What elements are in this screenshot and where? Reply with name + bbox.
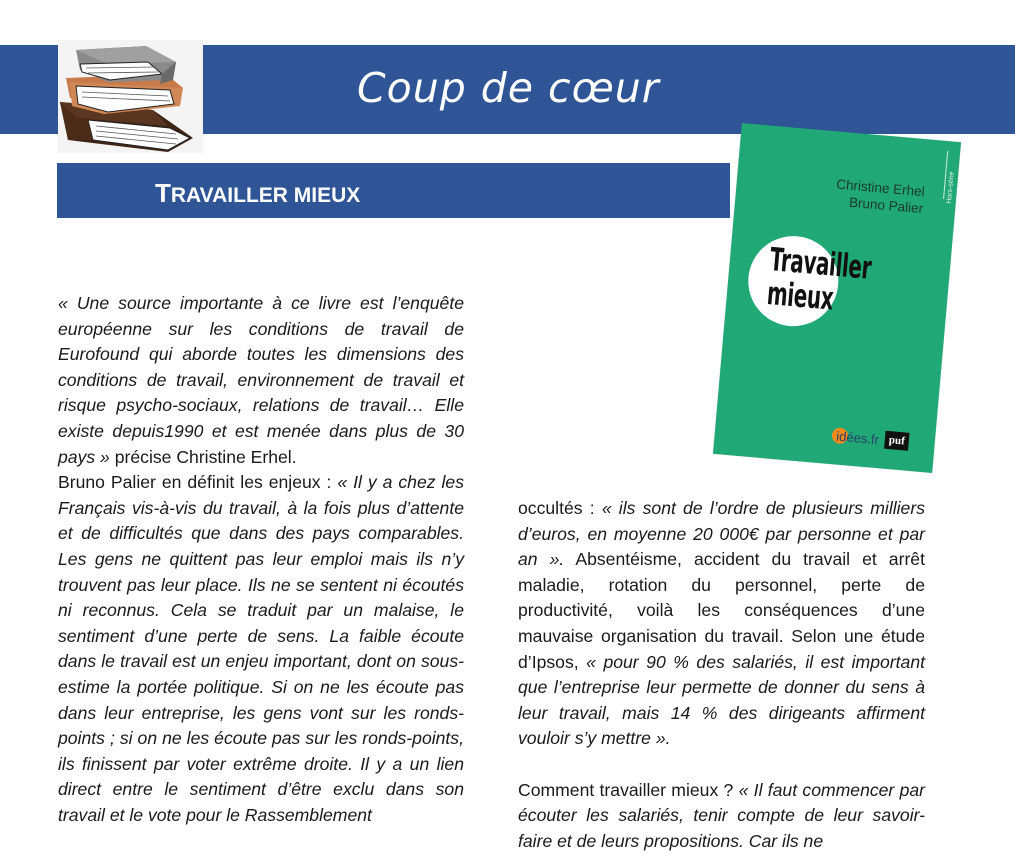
body-text: Bruno Palier en définit les enjeux : [58, 472, 338, 493]
cover-title-line-2: mieux [765, 273, 835, 318]
paragraph [518, 778, 925, 854]
cover-title [766, 242, 873, 319]
cover-authors [834, 176, 925, 218]
body-text: occultés : [518, 498, 602, 518]
quote-text: « pour 90 % des salariés, il est important que l’entreprise leur permette de donner du sens à leur travail, mais 14 % des dirigeants affirment vouloir s’y mettre ». [518, 651, 925, 749]
quote-text: « Il y a chez les Français vis-à-vis du travail, à la fois plus d’attente et de difficultés que dans des pays comparables. Les gens ne quittent pas leur emploi mais ils n’y trouvent pas leur place. Ils ne se sentent ni écoutés ni reconnus. Cela se traduit par un malaise, le sentiment d’une perte de sens. La faible écoute dans le travail est un enjeu important, dont on sous-estime la portée politique. Si on ne les écoute pas dans leur entreprise, les gens vont sur les ronds-points ; si on ne les écoute pas sur les ronds-points, ils finissent par voter extrême droite. Il y a un lien direct entre le sentiment d’être exclu dans son travail et le vote pour le Rassemblement [58, 472, 464, 825]
article-title-initial: T [155, 178, 171, 208]
cover-title-line-1: Travailler [768, 240, 873, 287]
idees-logo: idées.fr [834, 428, 880, 447]
quote-text: « ils sont de l’ordre de plusieurs milliers d’euros, en moyenne 20 000€ par personne et par an ». [518, 498, 925, 570]
body-column-right [518, 496, 925, 854]
article-title [155, 178, 360, 211]
book-cover-image [713, 123, 961, 473]
publisher-logos [834, 426, 910, 450]
attribution-text: précise Christine Erhel. [109, 446, 297, 467]
puf-logo: puf [884, 431, 909, 451]
body-column-left [58, 291, 464, 828]
paragraph [518, 496, 925, 752]
article-title-rest: RAVAILLER MIEUX [170, 184, 361, 207]
quote-text: « Il faut commencer par écouter les salariés, tenir compte de leur savoir-faire et de leurs propositions. Car ils ne [518, 779, 926, 851]
body-text: Absentéisme, accident du travail et arrêt maladie, rotation du personnel, perte de productivité, voilà les conséquences d’une mauvaise organisation du travail. Selon une étude d’Ipsos, [518, 549, 925, 672]
body-text: Comment travailler mieux ? [518, 779, 739, 800]
quote-text: « Une source importante à ce livre est l’enquête européenne sur les conditions de travail de Eurofound qui aborde toutes les dimensions des conditions de travail, environnement de travail et risque psycho-sociaux, relations de travail… Elle existe depuis1990 et est menée dans plus de 30 pays » [58, 293, 464, 467]
stack-of-books-icon [58, 40, 203, 153]
cover-author-1: Christine Erhel [835, 176, 926, 200]
cover-series-label: Hors-série [945, 171, 956, 205]
paragraph [58, 470, 464, 828]
paragraph [58, 291, 464, 470]
banner-title: Coup de cœur [357, 64, 660, 112]
cover-author-2: Bruno Palier [848, 194, 924, 217]
